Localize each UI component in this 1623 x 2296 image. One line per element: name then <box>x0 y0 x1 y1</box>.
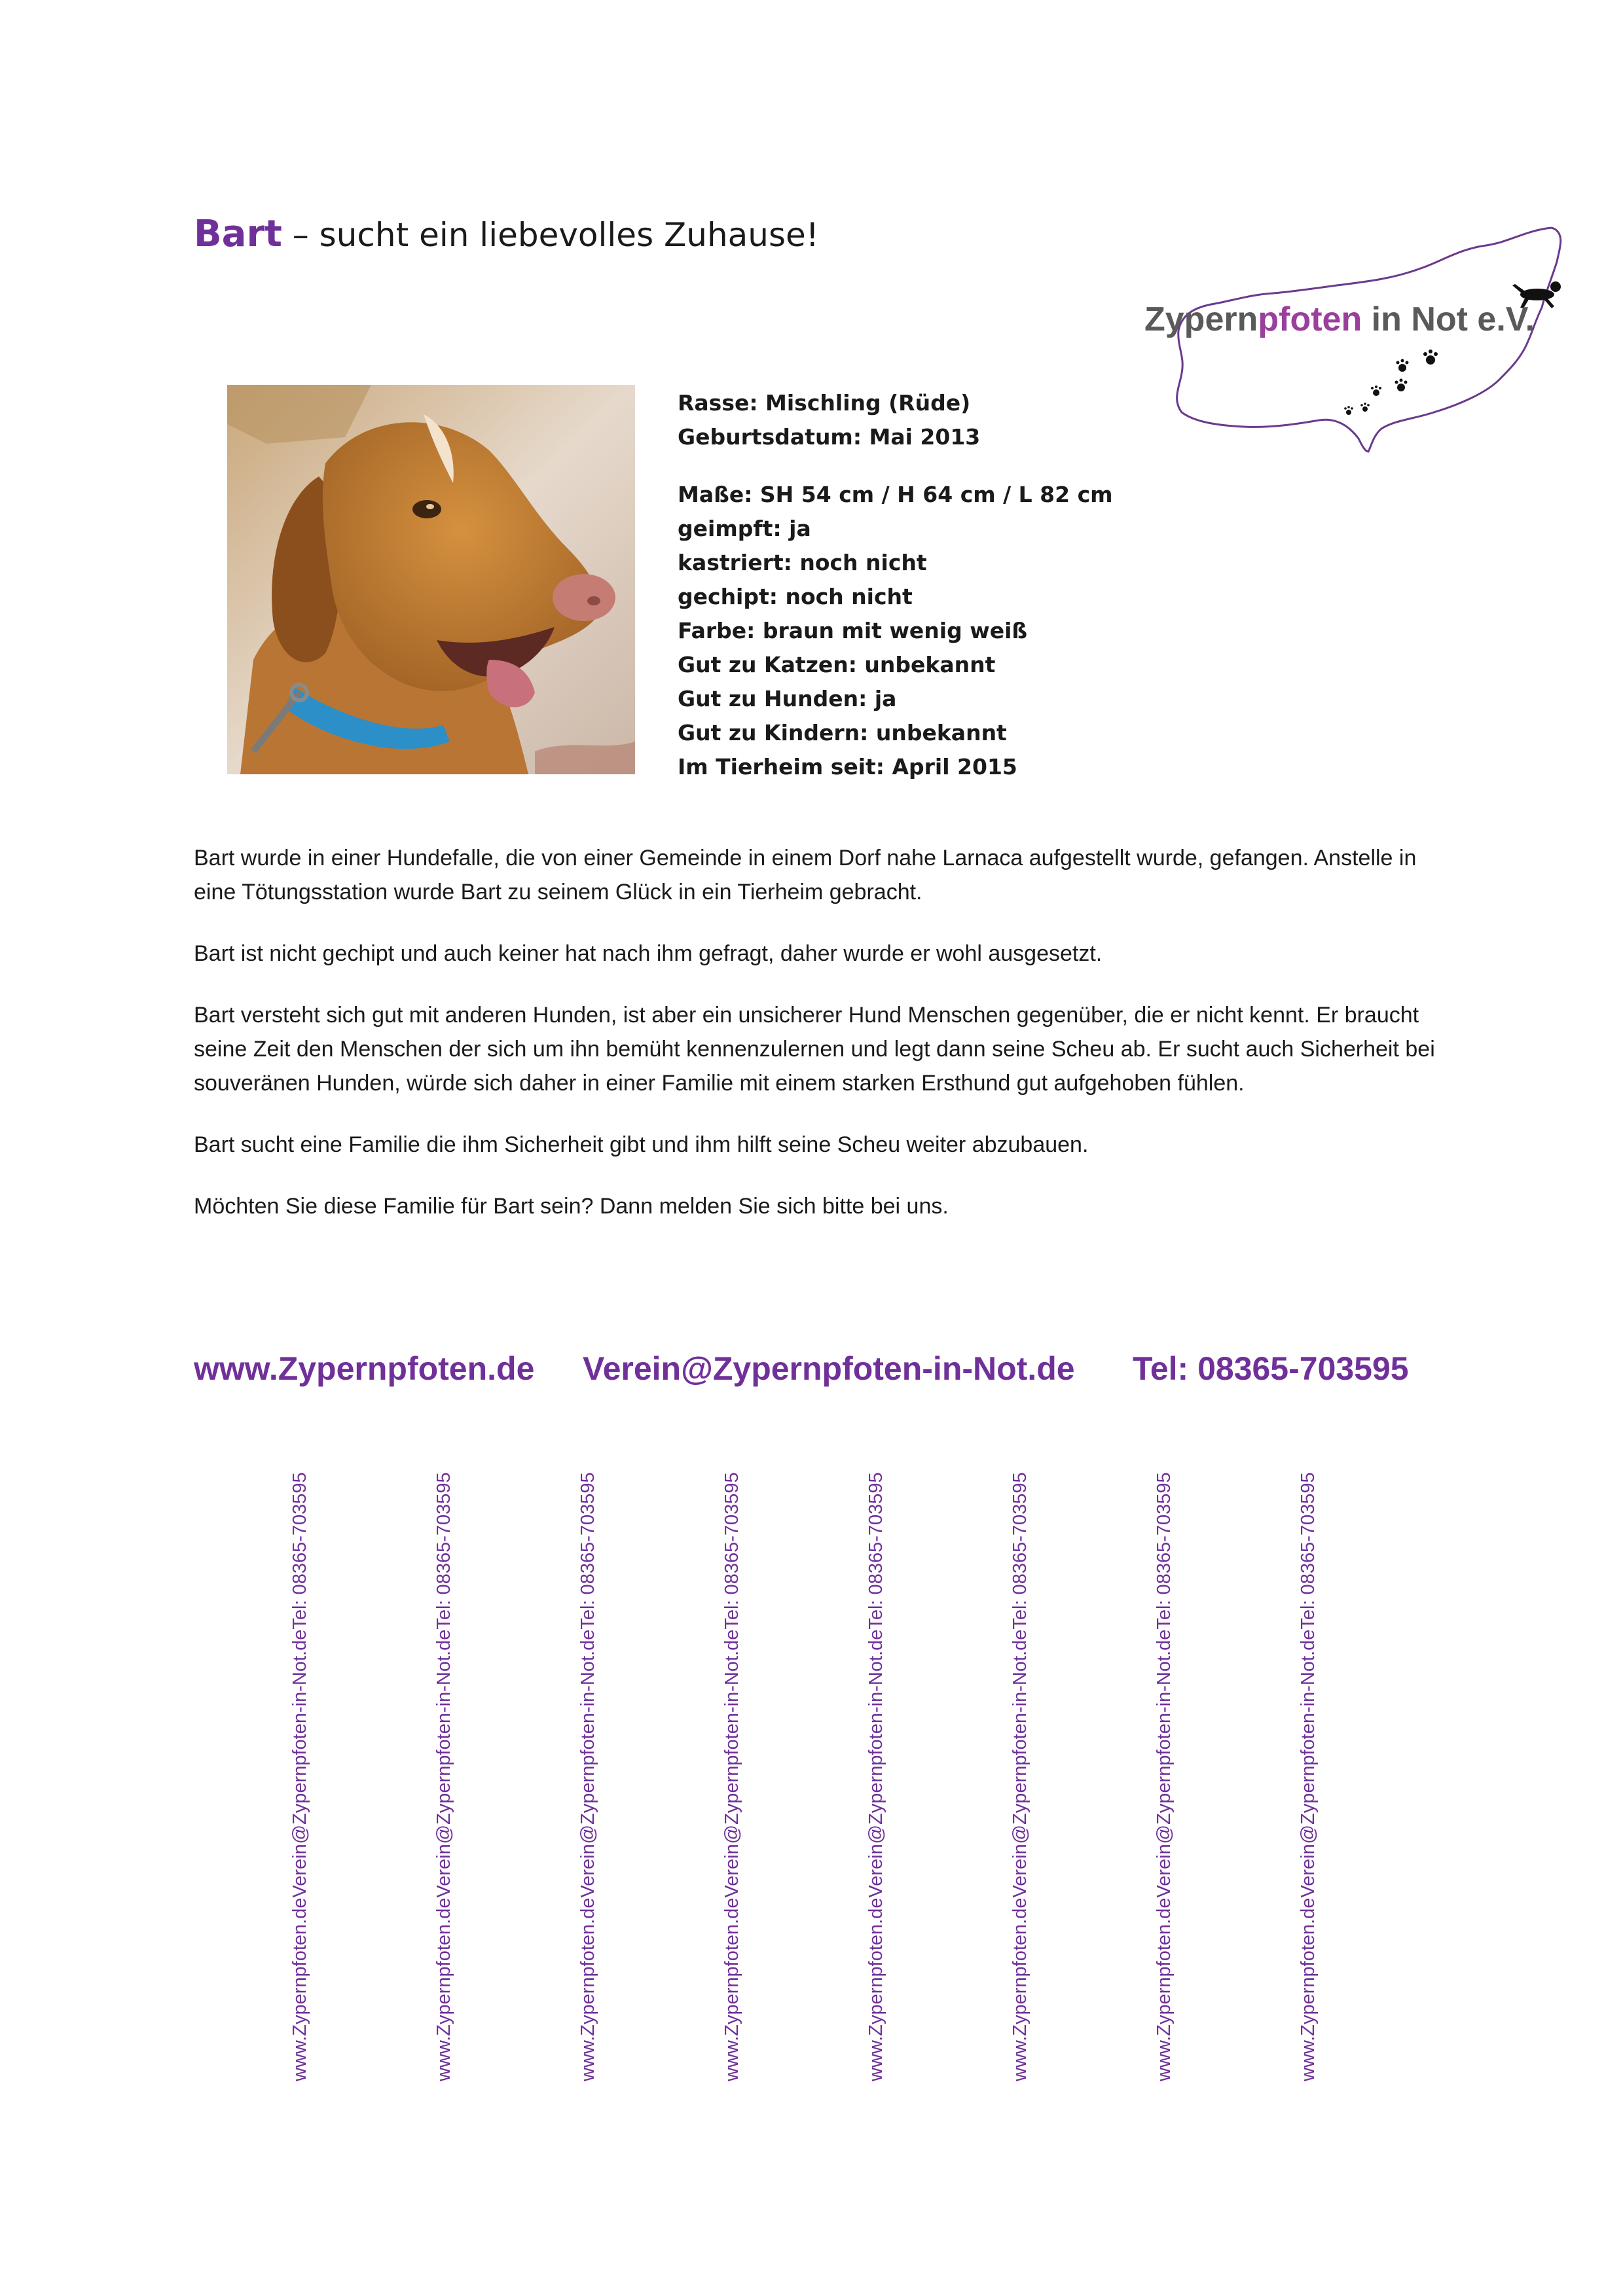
fact-shelter-since: Im Tierheim seit: April 2015 <box>678 754 1017 780</box>
strip-phone: Tel: 08365-703595 <box>1297 1472 1319 1630</box>
logo-word-2: pfoten <box>1258 300 1362 338</box>
logo-word-3: in Not e.V. <box>1362 300 1535 338</box>
contact-email[interactable]: Verein@Zypernpfoten-in-Not.de <box>583 1350 1075 1387</box>
contact-phone[interactable]: Tel: 08365-703595 <box>1133 1350 1409 1387</box>
strip-email: Verein@Zypernpfoten-in-Not.de <box>289 1629 310 1898</box>
strip-email: Verein@Zypernpfoten-in-Not.de <box>1009 1629 1030 1898</box>
strip-website: www.Zypernpfoten.de <box>865 1897 886 2081</box>
strip-website: www.Zypernpfoten.de <box>577 1897 598 2081</box>
story-paragraph: Bart wurde in einer Hundefalle, die von einer Gemeinde in einem Dorf nahe Larnaca aufgestellt wurde, gefangen. Anstelle in eine Tötungsstation wurde Bart zu seinem Glück in ein Tierheim gebracht. <box>194 846 1417 905</box>
logo-word-1: Zypern <box>1144 300 1258 338</box>
organization-logo <box>1133 216 1578 478</box>
strip-website: www.Zypernpfoten.de <box>1153 1897 1175 2081</box>
strip-email: Verein@Zypernpfoten-in-Not.de <box>433 1629 454 1898</box>
strip-website: www.Zypernpfoten.de <box>289 1897 310 2081</box>
story-paragraph: Bart ist nicht gechipt und auch keiner hat nach ihm gefragt, daher wurde er wohl ausgesetzt. <box>194 941 1103 966</box>
tear-off-strip <box>1295 1472 1321 2081</box>
dog-photo <box>227 385 635 774</box>
strip-email: Verein@Zypernpfoten-in-Not.de <box>721 1629 742 1898</box>
dog-story <box>194 841 1438 1251</box>
tear-off-strip <box>863 1472 889 2081</box>
fact-children: Gut zu Kindern: unbekannt <box>678 720 1007 745</box>
fact-chipped: gechipt: noch nicht <box>678 584 913 609</box>
strip-phone: Tel: 08365-703595 <box>289 1472 310 1630</box>
fact-cats: Gut zu Katzen: unbekannt <box>678 652 996 677</box>
story-paragraph: Möchten Sie diese Familie für Bart sein? Dann melden Sie sich bitte bei uns. <box>194 1194 949 1219</box>
tear-off-strip <box>287 1472 313 2081</box>
tear-off-strip <box>719 1472 745 2081</box>
fact-vaccinated: geimpft: ja <box>678 516 811 541</box>
strip-email: Verein@Zypernpfoten-in-Not.de <box>577 1629 598 1898</box>
strip-website: www.Zypernpfoten.de <box>721 1897 742 2081</box>
fact-measurements: Maße: SH 54 cm / H 64 cm / L 82 cm <box>678 482 1113 507</box>
strip-phone: Tel: 08365-703595 <box>1009 1472 1030 1630</box>
strip-phone: Tel: 08365-703595 <box>433 1472 454 1630</box>
cyprus-map-icon <box>1133 216 1578 478</box>
strip-phone: Tel: 08365-703595 <box>721 1472 742 1630</box>
fact-neutered: kastriert: noch nicht <box>678 550 927 575</box>
story-paragraph: Bart versteht sich gut mit anderen Hunden, ist aber ein unsicherer Hund Menschen gegenüber, die er nicht kennt. Er braucht seine Zeit den Menschen der sich um ihn bemüht kennenzulernen und legt dann seine Scheu ab. Er sucht auch Sicherheit bei souveränen Hunden, würde sich daher in einer Familie mit einem starken Ersthund gut aufgehoben fühlen. <box>194 1003 1435 1096</box>
tear-off-strip <box>1151 1472 1177 2081</box>
dog-portrait-image <box>227 385 635 774</box>
fact-color: Farbe: braun mit wenig weiß <box>678 618 1028 643</box>
fact-birthdate: Geburtsdatum: Mai 2013 <box>678 424 981 450</box>
page-title <box>194 208 819 261</box>
tear-off-strip <box>431 1472 457 2081</box>
dog-name: Bart <box>194 213 282 255</box>
strip-website: www.Zypernpfoten.de <box>433 1897 454 2081</box>
title-subtitle: – sucht ein liebevolles Zuhause! <box>282 216 819 254</box>
strip-phone: Tel: 08365-703595 <box>577 1472 598 1630</box>
strip-email: Verein@Zypernpfoten-in-Not.de <box>1297 1629 1319 1898</box>
tear-off-strip <box>1007 1472 1033 2081</box>
strip-phone: Tel: 08365-703595 <box>1153 1472 1175 1630</box>
strip-website: www.Zypernpfoten.de <box>1297 1897 1319 2081</box>
contact-website[interactable]: www.Zypernpfoten.de <box>194 1350 535 1387</box>
dog-facts <box>678 386 1113 784</box>
strip-website: www.Zypernpfoten.de <box>1009 1897 1030 2081</box>
story-paragraph: Bart sucht eine Familie die ihm Sicherheit gibt und ihm hilft seine Scheu weiter abzubauen. <box>194 1132 1089 1157</box>
fact-breed: Rasse: Mischling (Rüde) <box>678 390 971 416</box>
fact-dogs: Gut zu Hunden: ja <box>678 686 897 711</box>
strip-phone: Tel: 08365-703595 <box>865 1472 886 1630</box>
tear-off-strip <box>575 1472 601 2081</box>
strip-email: Verein@Zypernpfoten-in-Not.de <box>865 1629 886 1898</box>
logo-wordmark <box>1144 300 1535 339</box>
strip-email: Verein@Zypernpfoten-in-Not.de <box>1153 1629 1175 1898</box>
